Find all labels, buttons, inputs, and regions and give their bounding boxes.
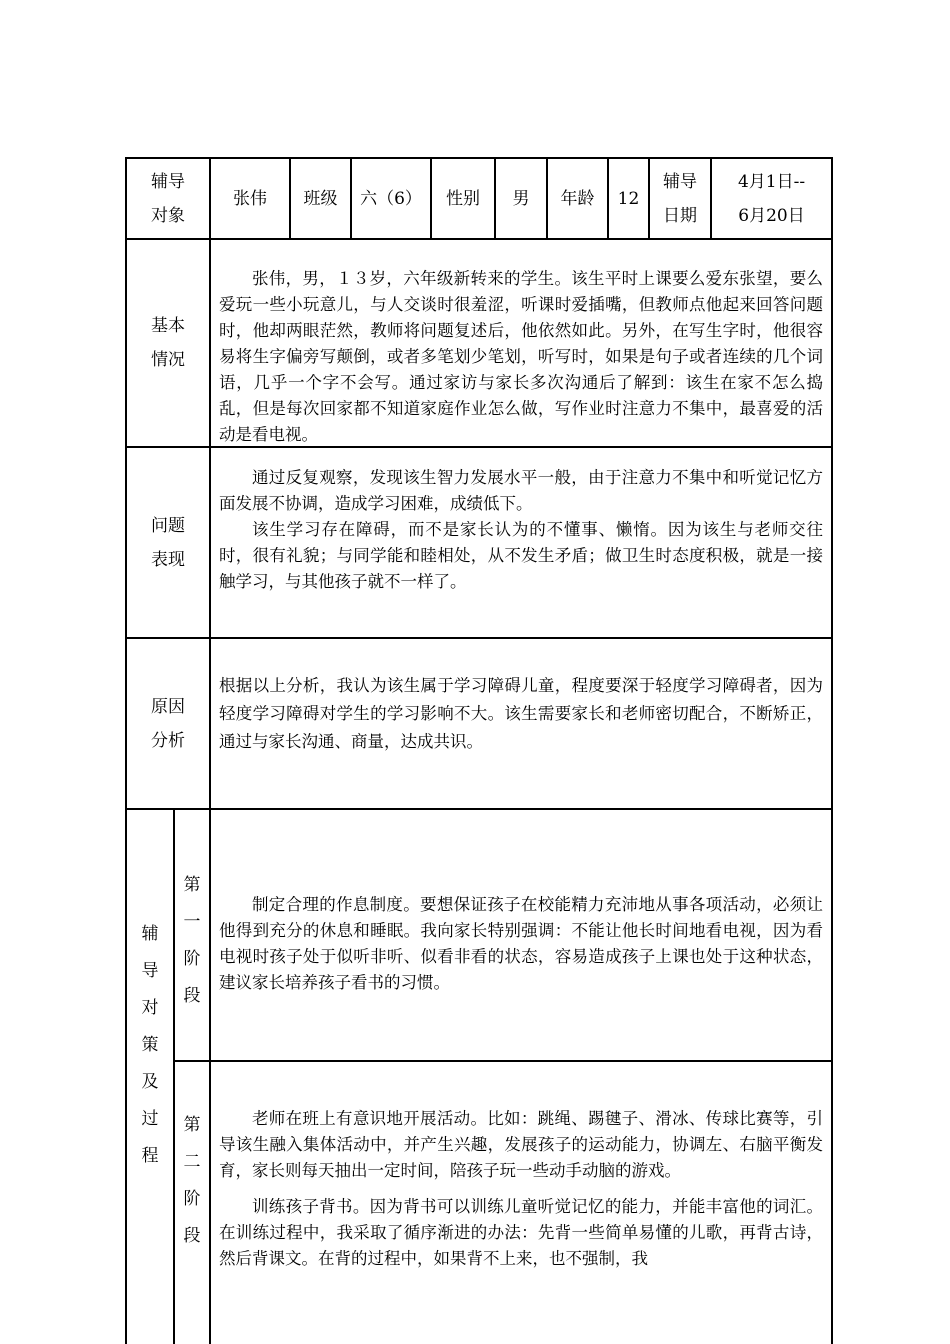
class-value: 六（6） <box>360 188 422 209</box>
age-value: 12 <box>617 188 640 209</box>
age-label: 年龄 <box>560 188 595 209</box>
gender-value: 男 <box>512 188 530 209</box>
label-column-divider <box>209 157 211 810</box>
stage-label-divider <box>209 808 211 1344</box>
date-label: 辅导 日期 <box>663 171 697 226</box>
paragraph: 老师在班上有意识地开展活动。比如：跳绳、踢毽子、滑冰、传球比赛等，引导该生融入集体活动中，并产生兴趣，发展孩子的运动能力，协调左、右脑平衡发育，家长则每天抽出一定时间，陪孩子玩一些动手动脑的游戏。 <box>219 1109 823 1180</box>
paragraph: 训练孩子背书。因为背书可以训练儿童听觉记忆的能力，并能丰富他的词汇。在训练过程中，我采取了循序渐进的办法：先背一些简单易懂的儿歌，再背古诗，然后背课文。在背的过程中，如果背不上来，也不强制，我 <box>219 1197 823 1268</box>
paragraph: 该生学习存在障碍，而不是家长认为的不懂事、懒惰。因为该生与老师交往时，很有礼貌；与同学能和睦相处，从不发生矛盾；做卫生时态度积极，就是一接触学习，与其他孩子就不一样了。 <box>219 520 823 591</box>
stage2-label: 第 二 阶 段 <box>183 1115 201 1246</box>
basic-content <box>219 266 823 448</box>
table-border-right <box>831 157 833 1344</box>
cause-label: 原因 分析 <box>151 696 185 751</box>
class-label: 班级 <box>303 188 338 209</box>
gender-label: 性别 <box>446 188 480 209</box>
row-divider-cause <box>125 808 833 810</box>
row-divider-stage1 <box>173 1060 833 1062</box>
row-divider-header <box>125 238 833 240</box>
problem-content <box>219 465 823 595</box>
strategy-label: 辅 导 对 策 及 过 程 <box>141 923 159 1166</box>
cause-content <box>219 672 823 756</box>
row-divider-problem <box>125 637 833 639</box>
basic-label: 基本 情况 <box>151 316 185 370</box>
date-value: 4月1日-- 6月20日 <box>737 171 806 226</box>
paragraph: 通过反复观察，发现该生智力发展水平一般，由于注意力不集中和听觉记忆方面发展不协调，造成学习困难，成绩低下。 <box>219 468 823 513</box>
stage1-label: 第 一 阶 段 <box>183 875 201 1006</box>
stage2-content <box>219 1106 823 1344</box>
paragraph: 根据以上分析，我认为该生属于学习障碍儿童，程度要深于轻度学习障碍者，因为轻度学习障碍对学生的学习影响不大。该生需要家长和老师密切配合，不断矫正，通过与家长沟通、商量，达成共识。 <box>219 676 823 751</box>
problem-label: 问题 表现 <box>151 515 185 570</box>
student-name: 张伟 <box>233 188 267 209</box>
paragraph: 制定合理的作息制度。要想保证孩子在校能精力充沛地从事各项活动，必须让他得到充分的休息和睡眠。我向家长特别强调：不能让他长时间地看电视，因为看电视时孩子处于似听非听、似看非看的状态，容易造成孩子上课也处于这种状态，建议家长培养孩子看书的习惯。 <box>219 895 823 992</box>
paragraph: 张伟，男，１３岁，六年级新转来的学生。该生平时上课要么爱东张望，要么爱玩一些小玩意儿，与人交谈时很羞涩，听课时爱插嘴，但教师点他起来回答问题时，他却两眼茫然，教师将问题复述后，他依然如此。另外，在写生字时，他很容易将生字偏旁写颠倒，或者多笔划少笔划，听写时，如果是句子或者连续的几个词语，几乎一个字不会写。通过家访与家长多次沟通后了解到：该生在家不怎么捣乱，但是每次回家都不知道家庭作业怎么做，写作业时注意力不集中，最喜爱的活动是看电视。 <box>219 269 823 444</box>
target-label: 辅导 对象 <box>151 171 185 226</box>
stage1-content <box>219 892 823 996</box>
